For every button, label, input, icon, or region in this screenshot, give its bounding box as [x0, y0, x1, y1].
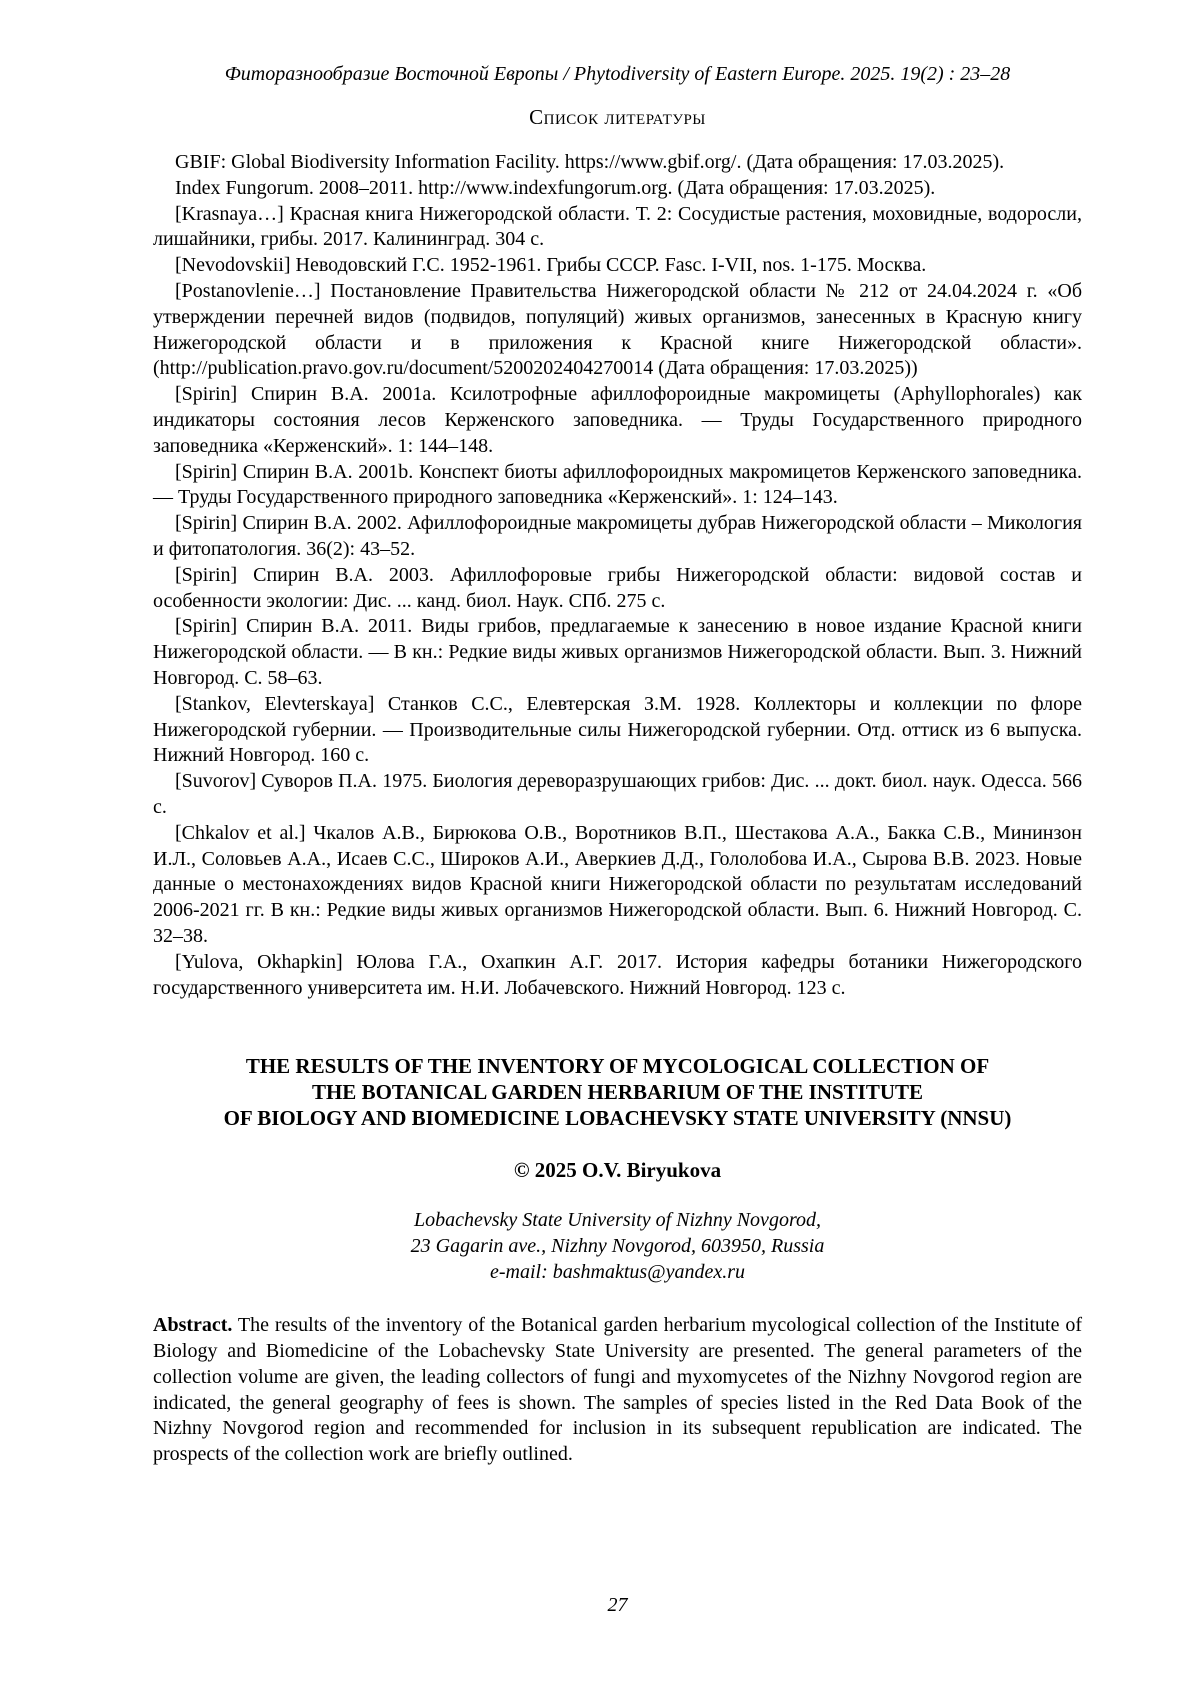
- page-number: 27: [607, 1594, 628, 1616]
- article-title-line: OF BIOLOGY AND BIOMEDICINE LOBACHEVSKY STATE UNIVERSITY (NNSU): [223, 1106, 1012, 1131]
- abstract-label: Abstract.: [153, 1314, 233, 1337]
- article-title: [153, 1053, 1082, 1131]
- references-list: [153, 150, 1082, 1001]
- affiliation-line: Lobachevsky State University of Nizhny Novgorod,: [414, 1209, 821, 1232]
- email-line: e-mail: bashmaktus@yandex.ru: [489, 1261, 745, 1284]
- reference-entry: Index Fungorum. 2008–2011. http://www.indexfungorum.org. (Дата обращения: 17.03.2025).: [175, 176, 936, 199]
- abstract-paragraph: [153, 1313, 1082, 1468]
- reference-entry: [Spirin] Спирин В.А. 2003. Афиллофоровые грибы Нижегородской области: видовой состав и особенности экологии: Дис. ... канд. биол. Наук. СПб. 275 с.: [153, 563, 1082, 612]
- reference-entry: [Spirin] Спирин В.А. 2001a. Ксилотрофные афиллофороидные макромицеты (Aphyllophorales) как индикаторы состояния лесов Керженского заповедника. — Труды Государственного природного заповедника «Керженский». 1: 144–148.: [153, 383, 1082, 457]
- references-heading: Список литературы: [529, 105, 706, 129]
- reference-entry: [Spirin] Спирин В.А. 2002. Афиллофороидные макромицеты дубрав Нижегородской области – Микология и фитопатология. 36(2): 43–52.: [153, 512, 1082, 560]
- copyright-line: © 2025 O.V. Biryukova: [513, 1158, 722, 1183]
- reference-entry: [Yulova, Okhapkin] Юлова Г.А., Охапкин А.Г. 2017. История кафедры ботаники Нижегородского государственного университета им. Н.И. Лобачевского. Нижний Новгород. 123 с.: [153, 950, 1082, 999]
- reference-entry: [Chkalov et al.] Чкалов А.В., Бирюкова О.В., Воротников В.П., Шестакова А.А., Бакка С.В., Мининзон И.Л., Соловьев А.А., Исаев С.С., Широков А.И., Аверкиев Д.Д., Гололобова И.А., Сырова В.В. 2023. Новые данные о местонахождениях видов Красной книги Нижегородской области по результатам исследований 2006-2021 гг. В кн.: Редкие виды живых организмов Нижегородской области. Вып. 6. Нижний Новгород. С. 32–38.: [153, 821, 1082, 947]
- reference-entry: [Spirin] Спирин В.А. 2011. Виды грибов, предлагаемые к занесению в новое издание Красной книги Нижегородской области. — В кн.: Редкие виды живых организмов Нижегородской области. Вып. 3. Нижний Новгород. С. 58–63.: [153, 615, 1082, 689]
- affiliation-line: 23 Gagarin ave., Nizhny Novgorod, 603950, Russia: [410, 1235, 825, 1258]
- article-title-line: THE RESULTS OF THE INVENTORY OF MYCOLOGICAL COLLECTION OF: [245, 1054, 990, 1079]
- reference-entry: [Suvorov] Суворов П.А. 1975. Биология дереворазрушающих грибов: Дис. ... докт. биол. наук. Одесса. 566 с.: [153, 770, 1082, 818]
- reference-entry: GBIF: Global Biodiversity Information Facility. https://www.gbif.org/. (Дата обращения: 17.03.2025).: [175, 151, 1005, 173]
- article-title-line: THE BOTANICAL GARDEN HERBARIUM OF THE INSTITUTE: [311, 1080, 924, 1105]
- reference-entry: [Spirin] Спирин В.А. 2001b. Конспект биоты афиллофороидных макромицетов Керженского заповедника. — Труды Государственного природного заповедника «Керженский». 1: 124–143.: [153, 460, 1082, 509]
- affiliation-block: [153, 1207, 1082, 1285]
- abstract-text: The results of the inventory of the Botanical garden herbarium mycological collection of the Institute of Biology and Biomedicine of the Lobachevsky State University are presented. The general parameters of the collection volume are given, the leading collectors of fungi and myxomycetes of the Nizhny Novgorod region are indicated, the general geography of fees is shown. The samples of species listed in the Red Data Book of the Nizhny Novgorod region and recommended for inclusion in its subsequent republication are indicated. The prospects of the collection work are briefly outlined.: [153, 1314, 1082, 1466]
- journal-header: Фиторазнообразие Восточной Европы / Phytodiversity of Eastern Europe. 2025. 19(2) : 23–28: [224, 63, 1011, 85]
- reference-entry: [Stankov, Elevterskaya] Станков С.С., Елевтерская З.М. 1928. Коллекторы и коллекции по флоре Нижегородской губернии. — Производительные силы Нижегородской губернии. Отд. оттиск из 6 выпуска. Нижний Новгород. 160 с.: [153, 692, 1082, 767]
- reference-entry: [Krasnaya…] Красная книга Нижегородской области. Т. 2: Сосудистые растения, моховидные, водоросли, лишайники, грибы. 2017. Калининград. 304 с.: [153, 202, 1082, 251]
- reference-entry: [Postanovlenie…] Постановление Правительства Нижегородской области № 212 от 24.04.2024 г. «Об утверждении перечней видов (подвидов, популяций) живых организмов, занесенных в Красную книгу Нижегородской области и в приложения к Красной книге Нижегородской области». (http://publication.pravo.gov.ru/document/5200202404270014 (Дата обращения: 17.03.2025)): [153, 279, 1082, 380]
- reference-entry: [Nevodovskii] Неводовский Г.С. 1952-1961. Грибы СССР. Fasc. I-VII, nos. 1-175. Москва.: [175, 254, 927, 277]
